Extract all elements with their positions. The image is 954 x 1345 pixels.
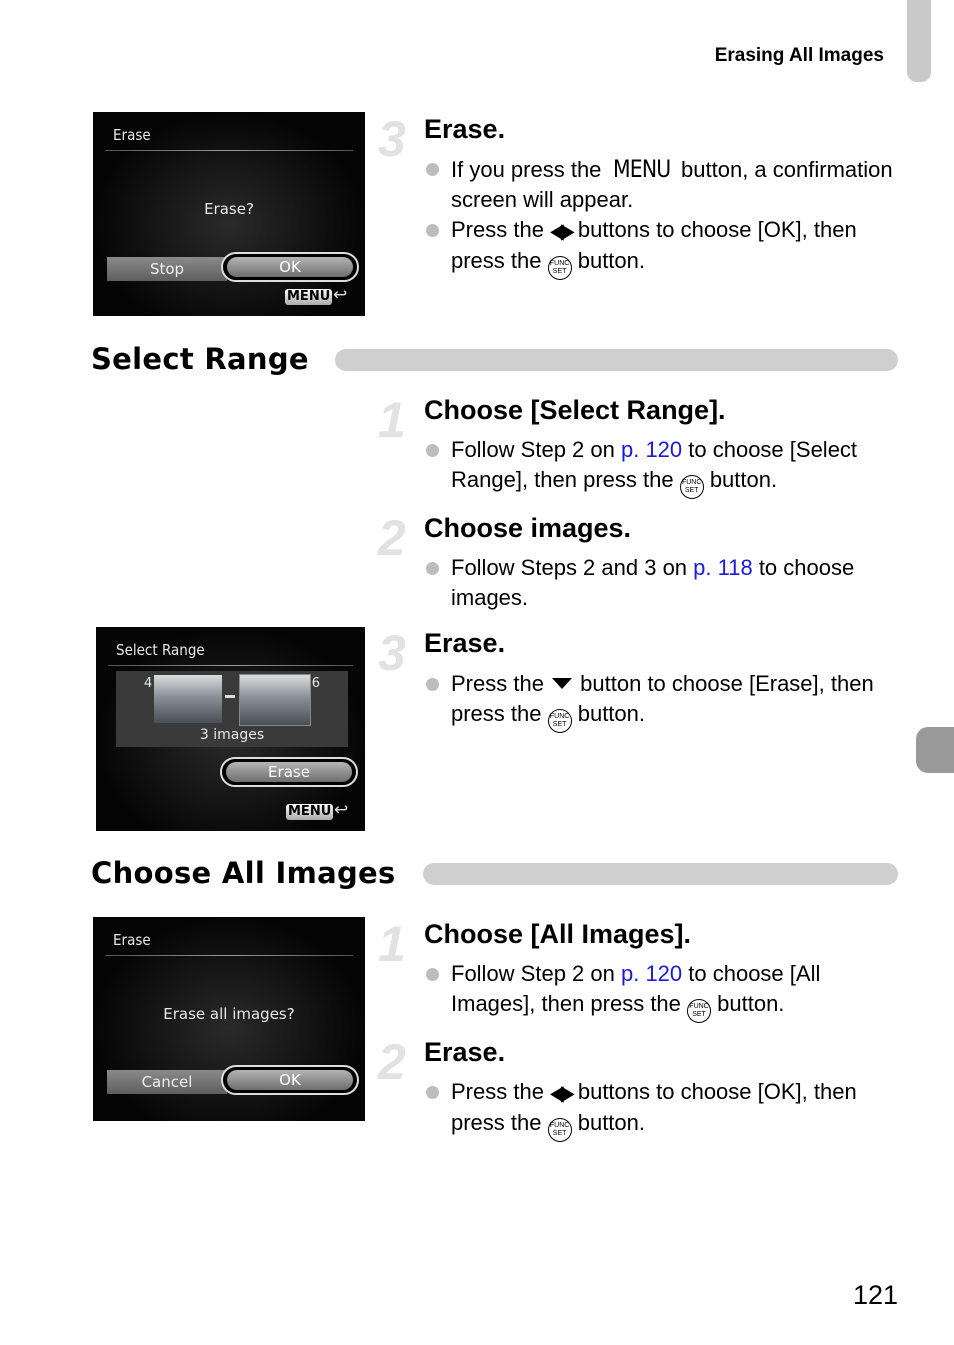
section-heading-choose-all-images: Choose All Images [91, 856, 396, 890]
screen-title: Select Range [116, 641, 205, 659]
func-set-icon: FUNC SET [548, 256, 572, 280]
thumbnail-image [154, 675, 222, 723]
step-bullets [424, 959, 894, 1023]
menu-icon: MENU [287, 289, 331, 304]
step-title: Choose [Select Range]. [424, 395, 726, 425]
func-set-icon: FUNC SET [548, 1118, 572, 1142]
bullet-item [424, 1077, 894, 1142]
text: button. [571, 248, 645, 273]
step-bullets [424, 669, 894, 733]
bullet-item [424, 435, 894, 499]
back-arrow-icon: ↩ [333, 285, 348, 305]
range-panel [116, 671, 348, 747]
step-number: 1 [378, 916, 406, 972]
step-bullets [424, 553, 894, 613]
step-bullets [424, 154, 894, 280]
ok-button-label: OK [227, 257, 353, 277]
image-count: 3 images [199, 727, 265, 743]
left-right-arrows-icon: ◀▶ [550, 1081, 572, 1105]
menu-button-icon: MENU [612, 155, 670, 183]
erase-button-selected [220, 757, 358, 787]
chapter-tab-marker [916, 727, 954, 773]
range-end-number: 6 [311, 676, 320, 691]
bullet-item [424, 959, 894, 1023]
range-dash [225, 695, 235, 698]
running-header: Erasing All Images [714, 45, 884, 66]
down-arrow-icon [552, 678, 572, 689]
screen-divider [105, 150, 353, 151]
text: to choose images. [451, 555, 855, 610]
page-link[interactable]: p. 120 [620, 961, 683, 986]
thumbnail-image [240, 675, 310, 725]
bullet-icon [424, 215, 451, 280]
step-bullets [424, 1077, 894, 1142]
screen-divider [108, 665, 353, 666]
screen-message: Erase all images? [163, 1005, 295, 1023]
text: button. [703, 467, 778, 492]
side-tab-marker [907, 0, 931, 82]
select-range-screenshot [96, 627, 365, 831]
step-number: 1 [378, 392, 406, 448]
bullet-icon [424, 154, 451, 215]
text: to choose [Select Range], then press the [451, 437, 858, 492]
erase-button-label: Erase [226, 762, 352, 782]
text: Follow Step 2 on [451, 961, 621, 986]
text: buttons to choose [OK], then press the [451, 217, 857, 273]
step-number: 2 [378, 1034, 406, 1090]
text: Press the [451, 671, 551, 696]
text: button, a confirmation screen will appear. [451, 157, 893, 212]
text: Press the [451, 217, 551, 242]
bullet-icon [424, 959, 451, 1023]
text: buttons to choose [OK], then press the [451, 1079, 857, 1135]
left-right-arrows-icon: ◀▶ [550, 219, 572, 243]
func-set-icon: FUNC SET [680, 475, 704, 499]
cancel-button: Cancel [107, 1070, 227, 1094]
step-title: Choose [All Images]. [424, 919, 692, 949]
range-start-number: 4 [144, 676, 153, 691]
back-arrow-icon: ↩ [334, 800, 349, 820]
step-bullets [424, 435, 894, 499]
text: button to choose [Erase], then press the [451, 671, 874, 726]
step-title: Choose images. [424, 513, 632, 543]
screen-divider [105, 955, 353, 956]
bullet-icon [424, 435, 451, 499]
page-link[interactable]: p. 118 [693, 555, 753, 580]
text: button. [571, 1110, 645, 1135]
screen-title: Erase [113, 126, 151, 144]
section-bar [335, 349, 898, 371]
text: If you press the [451, 157, 608, 182]
bullet-item [424, 215, 894, 280]
text: to choose [All Images], then press the [451, 961, 821, 1016]
step-number: 3 [378, 625, 406, 681]
bullet-icon [424, 1077, 451, 1142]
page-number: 121 [852, 1280, 898, 1310]
page-link[interactable]: p. 120 [620, 437, 683, 462]
step-number: 3 [378, 111, 406, 167]
bullet-item [424, 154, 894, 215]
text: button. [571, 701, 645, 726]
menu-icon: MENU [288, 804, 332, 819]
text: Follow Steps 2 and 3 on [451, 555, 694, 580]
text: button. [711, 991, 785, 1016]
func-set-icon: FUNC SET [548, 709, 572, 733]
ok-button-selected [221, 252, 359, 282]
bullet-icon [424, 669, 451, 733]
step-number: 2 [378, 510, 406, 566]
text: Press the [451, 1079, 551, 1104]
section-heading-select-range: Select Range [91, 342, 309, 376]
bullet-icon [424, 553, 451, 613]
step-title: Erase. [424, 1037, 506, 1067]
erase-confirm-screenshot [93, 112, 365, 316]
ok-button-label: OK [227, 1070, 353, 1090]
step-title: Erase. [424, 628, 506, 658]
bullet-item [424, 669, 894, 733]
erase-all-screenshot [93, 917, 365, 1121]
screen-message: Erase? [204, 200, 254, 218]
func-set-icon: FUNC SET [687, 999, 711, 1023]
section-bar [423, 863, 898, 885]
bullet-item [424, 553, 894, 613]
stop-button: Stop [107, 257, 227, 281]
step-title: Erase. [424, 114, 506, 144]
text: Follow Step 2 on [451, 437, 621, 462]
screen-title: Erase [113, 931, 151, 949]
ok-button-selected [221, 1065, 359, 1095]
